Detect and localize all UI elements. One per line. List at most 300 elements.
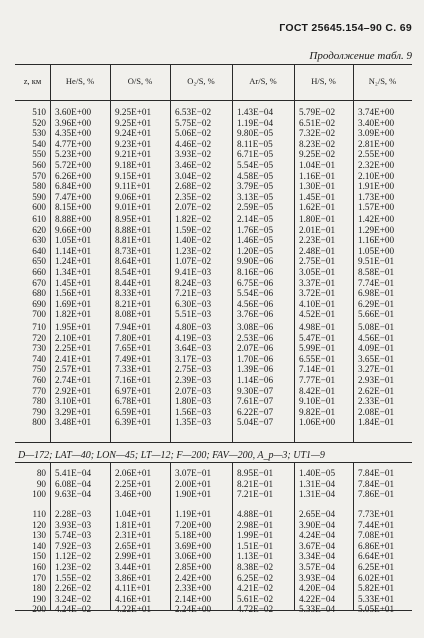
value-cell: 2.08E−01 (358, 406, 395, 417)
value-cell: 9.51E−01 (358, 256, 395, 267)
column-rule (232, 462, 233, 610)
value-cell: 3.07E−01 (175, 468, 212, 478)
column-rule (294, 64, 295, 442)
value-cell: 6.26E+00 (55, 170, 92, 181)
value-cell: 1.69E+01 (55, 298, 92, 309)
value-cell: 8.64E+01 (115, 256, 152, 267)
value-cell: 9.23E+01 (115, 138, 152, 149)
altitude-cell: 650 (32, 256, 46, 267)
value-cell: 4.22E+01 (115, 604, 152, 615)
value-cell: 7.77E−01 (299, 375, 336, 385)
value-cell: 7.74E−01 (358, 277, 395, 288)
value-cell: 9.66E+00 (55, 224, 92, 235)
altitude-cell: 750 (32, 364, 46, 375)
value-cell: 3.08E−06 (237, 322, 274, 332)
altitude-cell: 770 (32, 385, 46, 396)
value-cell: 6.78E+01 (115, 396, 152, 407)
altitude-cell: 530 (32, 128, 46, 139)
value-cell: 3.48E+01 (55, 417, 92, 428)
value-cell: 9.21E+01 (115, 149, 152, 160)
value-cell: 7.08E+01 (358, 530, 395, 541)
value-cell: 9.11E+01 (115, 181, 151, 192)
altitude-cell: 660 (32, 267, 46, 277)
value-cell: 2.07E−06 (237, 343, 274, 354)
value-cell: 1.70E−06 (237, 353, 274, 364)
value-cell: 3.46E+00 (115, 489, 152, 500)
value-cell: 2.65E−04 (299, 509, 336, 519)
value-cell: 9.63E−04 (55, 489, 92, 500)
value-cell: 1.90E+01 (175, 489, 212, 500)
value-cell: 6.02E+01 (358, 572, 395, 583)
value-cell: 4.16E+01 (115, 593, 152, 604)
altitude-cell: 140 (32, 540, 46, 551)
value-cell: 2.39E−03 (175, 375, 212, 385)
column-rule (353, 462, 354, 610)
value-cell: 1.20E−05 (237, 245, 274, 256)
altitude-cell: 130 (32, 530, 46, 541)
value-cell: 1.23E−02 (55, 562, 92, 572)
page-header: ГОСТ 25645.154–90 С. 69 (279, 22, 412, 34)
value-cell: 4.22E−04 (299, 593, 336, 604)
altitude-cell: 710 (32, 322, 46, 332)
value-cell: 2.14E+00 (175, 593, 212, 604)
value-cell: 2.53E−06 (237, 332, 274, 343)
value-cell: 3.65E−01 (358, 353, 395, 364)
value-cell: 5.54E−05 (237, 160, 274, 170)
altitude-cell: 630 (32, 235, 46, 246)
value-cell: 2.65E+01 (115, 540, 152, 551)
value-cell: 9.90E−06 (237, 256, 274, 267)
value-cell: 9.25E+01 (115, 117, 152, 128)
value-cell: 7.84E−01 (358, 478, 395, 489)
altitude-cell: 520 (32, 117, 46, 128)
value-cell: 2.81E+00 (358, 138, 395, 149)
value-cell: 1.31E−04 (299, 489, 336, 500)
value-cell: 1.13E−01 (237, 551, 274, 562)
value-cell: 7.14E−01 (299, 364, 336, 375)
altitude-cell: 730 (32, 343, 46, 354)
value-cell: 1.99E−01 (237, 530, 274, 541)
value-cell: 3.76E−06 (237, 309, 274, 320)
value-cell: 3.05E−01 (299, 267, 336, 277)
value-cell: 2.99E+01 (115, 551, 152, 562)
altitude-cell: 700 (32, 309, 46, 320)
value-cell: 5.82E+01 (358, 583, 395, 594)
value-cell: 1.29E+00 (358, 224, 395, 235)
value-cell: 2.01E−01 (299, 224, 336, 235)
value-cell: 4.09E−01 (358, 343, 395, 354)
value-cell: 1.43E−04 (237, 107, 274, 117)
altitude-cell: 580 (32, 181, 46, 192)
value-cell: 1.35E−03 (175, 417, 212, 428)
value-cell: 9.06E+01 (115, 191, 152, 202)
value-cell: 5.33E+01 (358, 593, 395, 604)
altitude-cell: 150 (32, 551, 46, 562)
altitude-cell: 100 (32, 489, 46, 500)
column-rule (170, 462, 171, 610)
value-cell: 2.25E+01 (115, 478, 152, 489)
value-cell: 7.94E+01 (115, 322, 152, 332)
value-cell: 5.75E−02 (175, 117, 212, 128)
column-header: O/S, % (127, 76, 153, 86)
value-cell: 5.05E+01 (358, 604, 395, 615)
value-cell: 2.33E−01 (358, 396, 395, 407)
value-cell: 1.19E+01 (175, 509, 212, 519)
altitude-cell: 590 (32, 191, 46, 202)
altitude-cell: 90 (36, 478, 46, 489)
value-cell: 3.40E+00 (358, 117, 395, 128)
value-cell: 2.06E+01 (115, 468, 152, 478)
altitude-cell: 790 (32, 406, 46, 417)
value-cell: 8.95E+01 (115, 214, 152, 224)
column-header: He/S, % (65, 76, 95, 86)
value-cell: 7.86E−01 (358, 489, 395, 500)
value-cell: 3.04E−02 (175, 170, 212, 181)
value-cell: 1.59E−02 (175, 224, 212, 235)
value-cell: 5.33E−04 (299, 604, 336, 615)
value-cell: 5.04E−07 (237, 417, 274, 428)
value-cell: 8.21E−01 (237, 478, 274, 489)
value-cell: 1.31E−04 (299, 478, 336, 489)
column-rule (110, 64, 111, 442)
value-cell: 8.42E−01 (299, 385, 336, 396)
value-cell: 6.30E−03 (175, 298, 212, 309)
value-cell: 1.82E−02 (175, 214, 212, 224)
value-cell: 4.20E−04 (299, 583, 336, 594)
value-cell: 6.25E+01 (358, 562, 395, 572)
value-cell: 3.86E+01 (115, 572, 152, 583)
altitude-cell: 80 (36, 468, 46, 478)
value-cell: 3.37E−01 (299, 277, 336, 288)
value-cell: 9.15E+01 (115, 170, 152, 181)
altitude-cell: 540 (32, 138, 46, 149)
value-cell: 8.15E+00 (55, 202, 92, 213)
value-cell: 8.38E−02 (237, 562, 274, 572)
value-cell: 7.80E+01 (115, 332, 152, 343)
value-cell: 7.21E−03 (175, 288, 212, 299)
value-cell: 1.45E−01 (299, 191, 336, 202)
column-rule (294, 462, 295, 610)
value-cell: 7.73E+01 (358, 509, 395, 519)
altitude-cell: 690 (32, 298, 46, 309)
value-cell: 9.80E−05 (237, 128, 274, 139)
value-cell: 4.19E−03 (175, 332, 212, 343)
value-cell: 2.98E−01 (237, 519, 274, 530)
value-cell: 2.24E+00 (175, 604, 212, 615)
value-cell: 7.16E+01 (115, 375, 152, 385)
value-cell: 5.08E−01 (358, 322, 395, 332)
value-cell: 1.14E−06 (237, 375, 274, 385)
value-cell: 6.08E−04 (55, 478, 92, 489)
value-cell: 2.41E+01 (55, 353, 92, 364)
value-cell: 2.10E+01 (55, 332, 92, 343)
value-cell: 7.65E+01 (115, 343, 152, 354)
value-cell: 1.34E+01 (55, 267, 92, 277)
value-cell: 2.59E−05 (237, 202, 274, 213)
value-cell: 6.53E−02 (175, 107, 212, 117)
value-cell: 2.25E+01 (55, 343, 92, 354)
value-cell: 4.46E−02 (175, 138, 212, 149)
value-cell: 3.67E−04 (299, 540, 336, 551)
value-cell: 5.74E−03 (55, 530, 92, 541)
value-cell: 3.69E+00 (175, 540, 212, 551)
value-cell: 4.72E−02 (237, 604, 274, 615)
value-cell: 3.27E−01 (358, 364, 395, 375)
value-cell: 1.06E+00 (299, 417, 336, 428)
value-cell: 3.17E−03 (175, 353, 212, 364)
altitude-cell: 200 (32, 604, 46, 615)
value-cell: 7.32E−02 (299, 128, 336, 139)
altitude-cell: 550 (32, 149, 46, 160)
value-cell: 1.40E−05 (299, 468, 336, 478)
value-cell: 1.57E+00 (358, 202, 395, 213)
value-cell: 8.11E−05 (237, 138, 273, 149)
value-cell: 2.10E+00 (358, 170, 395, 181)
value-cell: 6.55E−01 (299, 353, 336, 364)
value-cell: 6.86E+01 (358, 540, 395, 551)
value-cell: 1.56E+01 (55, 288, 92, 299)
value-cell: 4.10E−01 (299, 298, 336, 309)
value-cell: 2.35E−02 (175, 191, 212, 202)
column-header: Ar/S, % (249, 76, 277, 86)
value-cell: 6.51E−02 (299, 117, 336, 128)
value-cell: 3.93E−02 (175, 149, 212, 160)
value-cell: 2.48E−01 (299, 245, 336, 256)
value-cell: 4.80E−03 (175, 322, 212, 332)
column-rule (232, 64, 233, 442)
value-cell: 1.73E+00 (358, 191, 395, 202)
value-cell: 1.51E−01 (237, 540, 274, 551)
altitude-cell: 120 (32, 519, 46, 530)
value-cell: 3.44E+01 (115, 562, 152, 572)
value-cell: 5.47E−01 (299, 332, 336, 343)
value-cell: 4.11E+01 (115, 583, 151, 594)
value-cell: 8.95E−01 (237, 468, 274, 478)
value-cell: 5.23E+00 (55, 149, 92, 160)
value-cell: 2.23E−01 (299, 235, 336, 246)
value-cell: 1.14E+01 (55, 245, 92, 256)
column-header: H/S, % (311, 76, 336, 86)
value-cell: 1.82E+01 (55, 309, 92, 320)
value-cell: 1.40E−02 (175, 235, 212, 246)
value-cell: 5.61E−02 (237, 593, 274, 604)
value-cell: 1.62E−01 (299, 202, 336, 213)
value-cell: 7.44E+01 (358, 519, 395, 530)
value-cell: 5.18E+00 (175, 530, 212, 541)
value-cell: 8.58E−01 (358, 267, 395, 277)
value-cell: 8.88E+00 (55, 214, 92, 224)
altitude-cell: 510 (32, 107, 46, 117)
value-cell: 5.54E−06 (237, 288, 274, 299)
value-cell: 1.45E+01 (55, 277, 92, 288)
value-cell: 7.49E+01 (115, 353, 152, 364)
column-rule (353, 64, 354, 442)
table-continuation-caption: Продолжение табл. 9 (309, 50, 412, 62)
value-cell: 3.60E+00 (55, 107, 92, 117)
value-cell: 8.08E+01 (115, 309, 152, 320)
value-cell: 2.75E−03 (175, 364, 212, 375)
value-cell: 1.91E+00 (358, 181, 395, 192)
value-cell: 9.25E+01 (115, 107, 152, 117)
value-cell: 2.00E+01 (175, 478, 212, 489)
value-cell: 1.80E−03 (175, 396, 212, 407)
value-cell: 3.96E+00 (55, 117, 92, 128)
value-cell: 6.29E−01 (358, 298, 395, 309)
value-cell: 4.21E−02 (237, 583, 274, 594)
value-cell: 3.90E−04 (299, 519, 336, 530)
value-cell: 1.76E−05 (237, 224, 274, 235)
value-cell: 2.75E−01 (299, 256, 336, 267)
value-cell: 6.64E+01 (358, 551, 395, 562)
value-cell: 8.33E+01 (115, 288, 152, 299)
value-cell: 1.23E−02 (175, 245, 212, 256)
value-cell: 9.01E+01 (115, 202, 152, 213)
value-cell: 1.39E−06 (237, 364, 274, 375)
value-cell: 2.57E+01 (55, 364, 92, 375)
value-cell: 2.26E−02 (55, 583, 92, 594)
altitude-cell: 110 (32, 509, 46, 519)
value-cell: 6.75E−06 (237, 277, 274, 288)
value-cell: 3.13E−05 (237, 191, 274, 202)
value-cell: 1.19E−04 (237, 117, 274, 128)
value-cell: 1.46E−05 (237, 235, 274, 246)
value-cell: 2.07E−03 (175, 385, 212, 396)
value-cell: 5.51E−03 (175, 309, 212, 320)
value-cell: 1.16E+00 (358, 235, 395, 246)
value-cell: 8.23E−02 (299, 138, 336, 149)
altitude-cell: 570 (32, 170, 46, 181)
value-cell: 1.81E+01 (115, 519, 152, 530)
value-cell: 9.18E+01 (115, 160, 152, 170)
column-rule (110, 462, 111, 610)
value-cell: 1.05E+00 (358, 245, 395, 256)
altitude-cell: 780 (32, 396, 46, 407)
parameter-line: D—172; LAT—40; LON—45; LT—12; F—200; FAV—200, A_p—3; UT1—9 (18, 450, 325, 461)
value-cell: 3.34E−04 (299, 551, 336, 562)
value-cell: 3.64E−03 (175, 343, 212, 354)
value-cell: 2.55E+00 (358, 149, 395, 160)
value-cell: 4.88E−01 (237, 509, 274, 519)
value-cell: 9.25E−02 (299, 149, 336, 160)
value-cell: 6.84E+00 (55, 181, 92, 192)
altitude-cell: 720 (32, 332, 46, 343)
value-cell: 3.09E+00 (358, 128, 395, 139)
value-cell: 3.72E−01 (299, 288, 336, 299)
value-cell: 2.68E−02 (175, 181, 212, 192)
altitude-cell: 600 (32, 202, 46, 213)
value-cell: 1.12E−02 (55, 551, 92, 562)
value-cell: 4.24E−02 (55, 604, 92, 615)
value-cell: 9.82E−01 (299, 406, 336, 417)
value-cell: 9.30E−07 (237, 385, 274, 396)
value-cell: 4.58E−05 (237, 170, 274, 181)
value-cell: 7.47E+00 (55, 191, 92, 202)
value-cell: 2.74E+01 (55, 375, 92, 385)
column-header: N₂/S, % (368, 76, 397, 86)
column-header: O₂/S, % (187, 76, 215, 86)
column-rule (50, 462, 51, 610)
value-cell: 3.46E−02 (175, 160, 212, 170)
altitude-cell: 160 (32, 562, 46, 572)
value-cell: 3.57E−04 (299, 562, 336, 572)
value-cell: 5.66E−01 (358, 309, 395, 320)
altitude-cell: 170 (32, 572, 46, 583)
altitude-cell: 640 (32, 245, 46, 256)
value-cell: 2.93E−01 (358, 375, 395, 385)
value-cell: 1.30E−01 (299, 181, 336, 192)
value-cell: 4.52E−01 (299, 309, 336, 320)
value-cell: 4.98E−01 (299, 322, 336, 332)
value-cell: 1.84E−01 (358, 417, 395, 428)
value-cell: 2.33E+00 (175, 583, 212, 594)
value-cell: 2.42E+00 (175, 572, 212, 583)
value-cell: 4.56E−01 (358, 332, 395, 343)
value-cell: 1.24E+01 (55, 256, 92, 267)
altitude-cell: 670 (32, 277, 46, 288)
value-cell: 7.33E+01 (115, 364, 152, 375)
column-header: z, км (23, 76, 42, 86)
value-cell: 1.95E+01 (55, 322, 92, 332)
value-cell: 4.35E+00 (55, 128, 92, 139)
value-cell: 8.81E+01 (115, 235, 152, 246)
value-cell: 8.54E+01 (115, 267, 152, 277)
value-cell: 3.79E−05 (237, 181, 274, 192)
value-cell: 9.24E+01 (115, 128, 152, 139)
value-cell: 5.99E−01 (299, 343, 336, 354)
value-cell: 5.41E−04 (55, 468, 92, 478)
altitude-cell: 180 (32, 583, 46, 594)
value-cell: 6.59E+01 (115, 406, 152, 417)
value-cell: 7.84E−01 (358, 468, 395, 478)
value-cell: 7.92E−03 (55, 540, 92, 551)
value-cell: 7.20E+00 (175, 519, 212, 530)
value-cell: 1.04E−01 (299, 160, 336, 170)
value-cell: 2.32E+00 (358, 160, 395, 170)
altitude-cell: 740 (32, 353, 46, 364)
value-cell: 1.56E−03 (175, 406, 212, 417)
value-cell: 1.80E−01 (299, 214, 336, 224)
value-cell: 6.71E−05 (237, 149, 274, 160)
value-cell: 4.56E−06 (237, 298, 274, 309)
value-cell: 3.93E−04 (299, 572, 336, 583)
value-cell: 2.07E−02 (175, 202, 212, 213)
value-cell: 1.07E−02 (175, 256, 212, 267)
value-cell: 3.06E+00 (175, 551, 212, 562)
block-divider-rule (15, 442, 412, 443)
value-cell: 6.97E+01 (115, 385, 152, 396)
column-rule (50, 64, 51, 442)
value-cell: 8.73E+01 (115, 245, 152, 256)
altitude-cell: 760 (32, 375, 46, 385)
altitude-cell: 610 (32, 214, 46, 224)
value-cell: 8.24E−03 (175, 277, 212, 288)
value-cell: 2.62E−01 (358, 385, 395, 396)
value-cell: 2.92E+01 (55, 385, 92, 396)
altitude-cell: 190 (32, 593, 46, 604)
value-cell: 3.10E+01 (55, 396, 92, 407)
value-cell: 5.06E−02 (175, 128, 212, 139)
value-cell: 2.14E−05 (237, 214, 274, 224)
value-cell: 2.85E+00 (175, 562, 212, 572)
value-cell: 3.29E+01 (55, 406, 92, 417)
value-cell: 7.21E−01 (237, 489, 274, 500)
value-cell: 8.16E−06 (237, 267, 274, 277)
value-cell: 4.24E−04 (299, 530, 336, 541)
value-cell: 7.61E−07 (237, 396, 274, 407)
altitude-cell: 800 (32, 417, 46, 428)
column-rule (170, 64, 171, 442)
altitude-cell: 680 (32, 288, 46, 299)
